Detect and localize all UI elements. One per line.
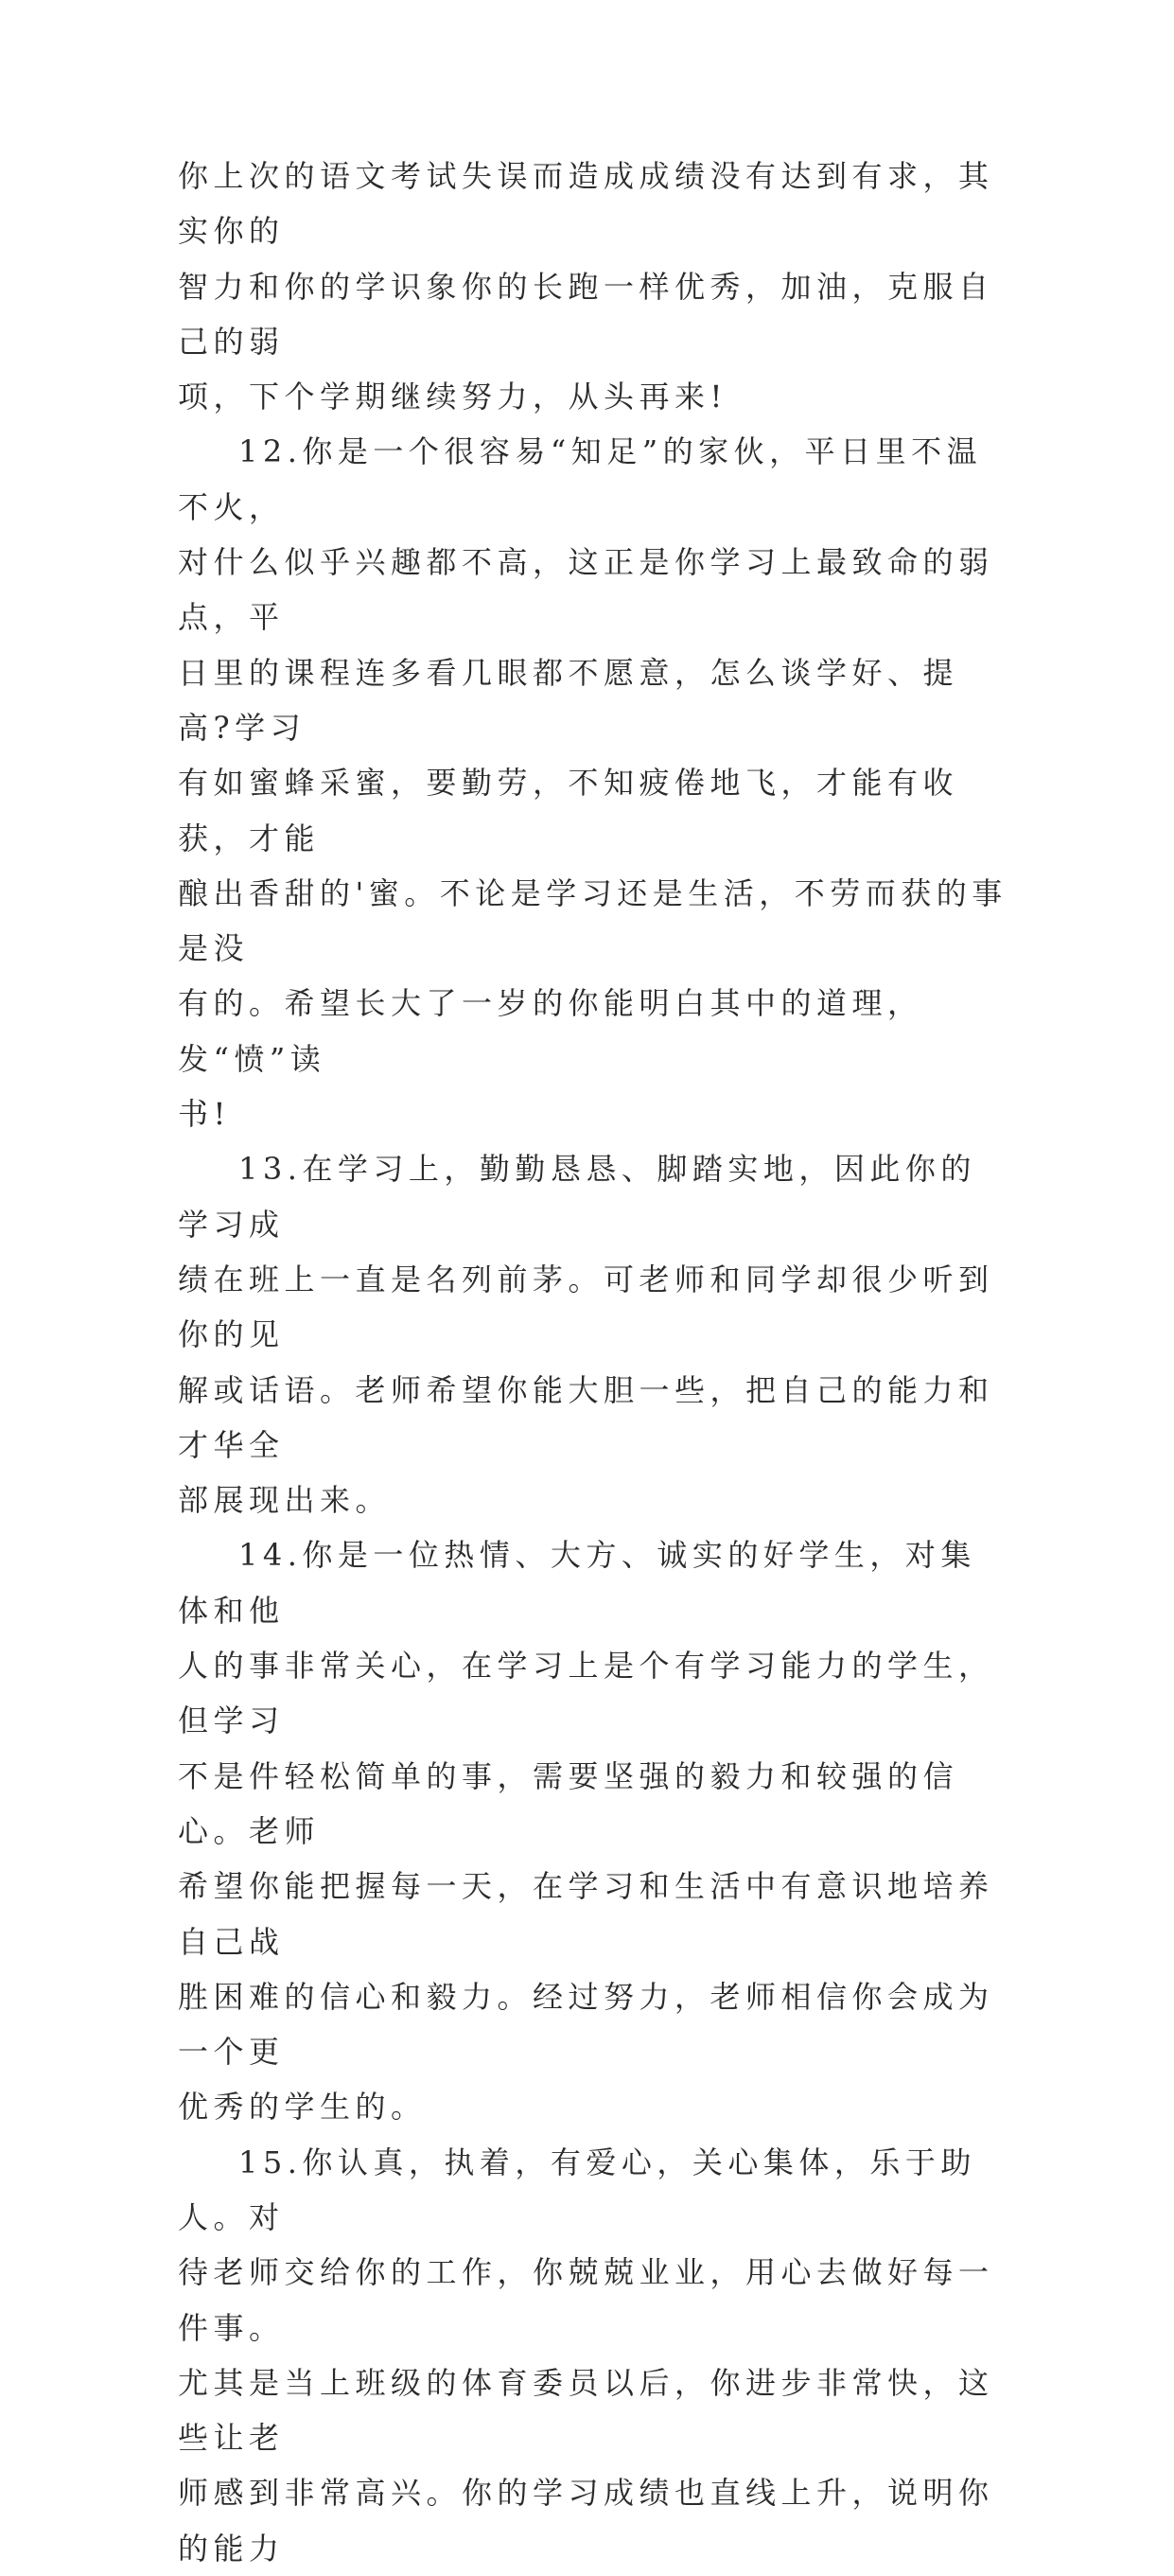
text-line: 13.在学习上，勤勤恳恳、脚踏实地，因此你的学习成 <box>178 1151 976 1243</box>
text-line: 有如蜜蜂采蜜，要勤劳，不知疲倦地飞，才能有收获，才能 <box>178 765 959 856</box>
text-line: 项，下个学期继续努力，从头再来! <box>178 379 727 415</box>
text-line: 优秀的学生的。 <box>178 2089 427 2126</box>
text-line: 部展现出来。 <box>178 1482 392 1519</box>
text-line: 待老师交给你的工作，你兢兢业业，用心去做好每一件事。 <box>178 2254 994 2346</box>
text-line: 14.你是一位热情、大方、诚实的好学生，对集体和他 <box>178 1537 976 1629</box>
text-line: 希望你能把握每一天，在学习和生活中有意识地培养自己战 <box>178 1868 994 1960</box>
text-line: 你上次的语文考试失误而造成成绩没有达到有求，其实你的 <box>178 158 994 250</box>
text-line: 15.你认真，执着，有爱心，关心集体，乐于助人。对 <box>178 2144 976 2235</box>
text-line: 日里的课程连多看几眼都不愿意，怎么谈学好、提高?学习 <box>178 654 959 746</box>
document-body <box>178 149 1010 2576</box>
text-line: 人的事非常关心，在学习上是个有学习能力的学生，但学习 <box>178 1648 994 1739</box>
text-line: 有的。希望长大了一岁的你能明白其中的道理，发“愤”读 <box>178 985 923 1077</box>
text-line: 胜困难的信心和毅力。经过努力，老师相信你会成为一个更 <box>178 1978 994 2071</box>
text-line: 对什么似乎兴趣都不高，这正是你学习上最致命的弱点，平 <box>178 544 994 636</box>
paragraph-item-12 <box>178 424 1010 1141</box>
text-line: 解或话语。老师希望你能大胆一些，把自己的能力和才华全 <box>178 1371 994 1463</box>
paragraph-continuation <box>178 149 1010 424</box>
text-line: 智力和你的学识象你的长跑一样优秀，加油，克服自己的弱 <box>178 268 994 360</box>
text-line: 书! <box>178 1096 231 1133</box>
text-line: 酿出香甜的'蜜。不论是学习还是生活，不劳而获的事是没 <box>178 874 1008 967</box>
paragraph-item-14 <box>178 1527 1010 2134</box>
paragraph-item-15 <box>178 2135 1010 2576</box>
text-line: 12.你是一个很容易“知足”的家伙，平日里不温不火， <box>178 433 983 525</box>
text-line: 尤其是当上班级的体育委员以后，你进步非常快，这些让老 <box>178 2364 994 2457</box>
text-line: 不是件轻松简单的事，需要坚强的毅力和较强的信心。老师 <box>178 1757 959 1849</box>
paragraph-item-13 <box>178 1141 1010 1527</box>
text-line: 绩在班上一直是名列前茅。可老师和同学却很少听到你的见 <box>178 1261 994 1353</box>
text-line: 师感到非常高兴。你的学习成绩也直线上升，说明你的能力 <box>178 2475 994 2567</box>
